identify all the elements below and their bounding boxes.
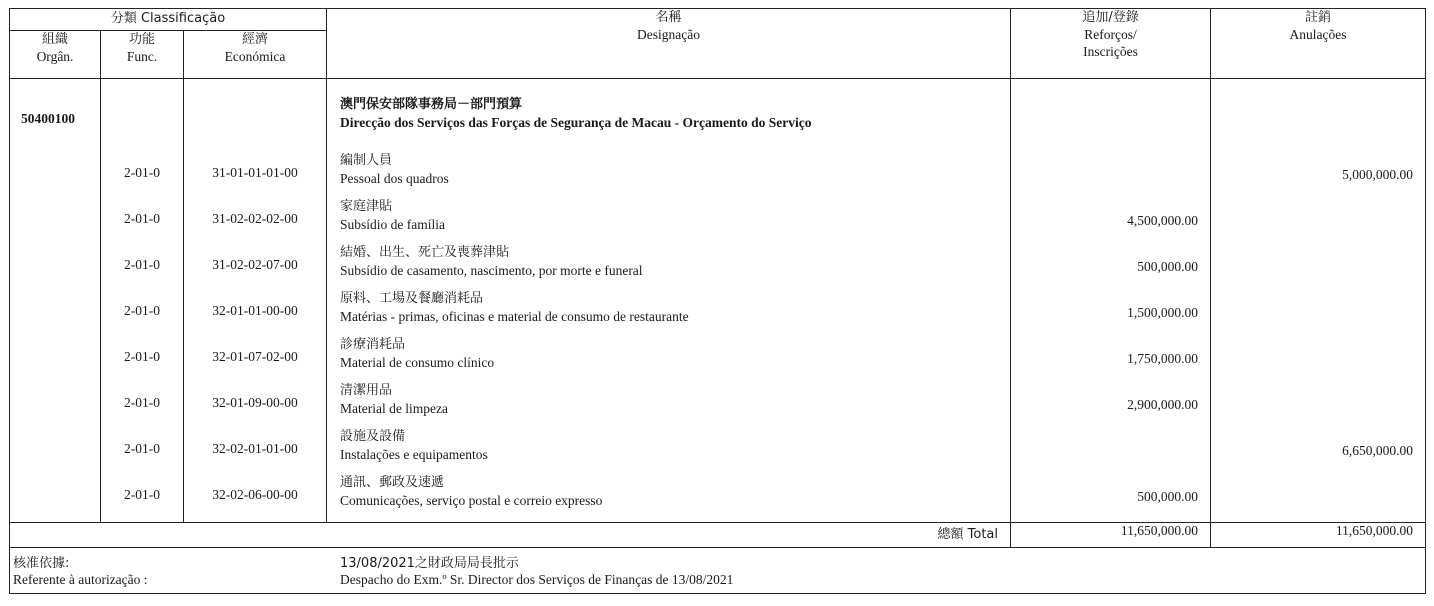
organ-code: 50400100 [21,111,75,126]
econ-code: 32-01-01-00-00 [212,303,298,318]
func-column [101,79,184,523]
item-name-pt: Material de consumo clínico [340,355,495,370]
func-code: 2-01-0 [124,211,160,226]
item-name-zh: 結婚、出生、死亡及喪葬津貼 [340,245,510,260]
annul-header: 註銷 Anulações [1211,9,1426,79]
reinforce-amount: 500,000.00 [1137,489,1199,504]
item-name-pt: Subsídio de casamento, nascimento, por morte e funeral [340,263,643,278]
department-name-pt: Direcção dos Serviços das Forças de Segurança de Macau - Orçamento do Serviço [340,115,812,130]
item-name-zh: 清潔用品 [340,383,393,398]
item-name-zh: 原料、工場及餐廳消耗品 [340,291,484,306]
total-row [10,523,1426,548]
econ-code: 31-02-02-07-00 [212,257,298,272]
item-name-zh: 家庭津貼 [340,199,393,214]
econ-code: 32-01-09-00-00 [212,395,298,410]
classification-header: 分類 Classificação [10,9,327,31]
func-header: 功能 Func. [101,31,184,79]
footer-cell [10,548,1426,594]
item-name-zh: 診療消耗品 [340,337,406,352]
reinforce-amount: 4,500,000.00 [1127,213,1199,228]
item-name-pt: Subsídio de família [340,217,446,232]
econ-code: 32-02-06-00-00 [212,487,298,502]
designation-header: 名稱 Designação [327,9,1011,79]
func-code: 2-01-0 [124,349,160,364]
item-name-zh: 通訊、郵政及速遞 [340,475,445,490]
econ-code: 32-01-07-02-00 [212,349,298,364]
func-code: 2-01-0 [124,165,160,180]
item-name-pt: Instalações e equipamentos [340,447,488,462]
reinforce-column [1011,79,1211,523]
reinforce-amount: 500,000.00 [1137,259,1199,274]
item-name-pt: Comunicações, serviço postal e correio expresso [340,493,603,508]
despatch-pt: Despacho do Exm.º Sr. Director dos Serviços de Finanças de 13/08/2021 [340,572,734,587]
econ-code: 32-02-01-01-00 [212,441,298,456]
basis-label-pt: Referente à autorização : [13,572,148,587]
item-name-pt: Matérias - primas, oficinas e material de consumo de restaurante [340,309,689,324]
total-label: 總額 Total [937,527,999,542]
total-reinforce: 11,650,000.00 [1011,523,1211,548]
econ-code: 31-01-01-01-00 [212,165,298,180]
budget-document [9,8,1425,596]
item-name-pt: Material de limpeza [340,401,448,416]
func-code: 2-01-0 [124,395,160,410]
basis-label-zh: 核准依據: [13,556,70,571]
organ-column [10,79,101,523]
econ-column [184,79,327,523]
econ-header: 經濟 Económica [184,31,327,79]
item-name-zh: 編制人員 [340,153,393,168]
total-label-cell [10,523,1011,548]
designation-column [327,79,1011,523]
reinforce-header: 追加/登錄 Reforços/ Inscrições [1011,9,1211,79]
econ-code: 31-02-02-02-00 [212,211,298,226]
organ-header: 組織 Orgân. [10,31,101,79]
func-code: 2-01-0 [124,441,160,456]
item-name-pt: Pessoal dos quadros [340,171,449,186]
func-code: 2-01-0 [124,303,160,318]
department-name-zh: 澳門保安部隊事務局－部門預算 [340,97,523,112]
item-name-zh: 設施及設備 [340,429,406,444]
reinforce-amount: 1,750,000.00 [1127,351,1199,366]
despatch-zh: 13/08/2021之財政局局長批示 [340,556,519,571]
footer-row [10,548,1426,594]
budget-table [9,8,1426,594]
annul-amount: 6,650,000.00 [1342,443,1414,458]
total-annul: 11,650,000.00 [1211,523,1426,548]
annul-amount: 5,000,000.00 [1342,167,1414,182]
reinforce-amount: 2,900,000.00 [1127,397,1199,412]
func-code: 2-01-0 [124,487,160,502]
table-body-row [10,79,1426,523]
annul-column [1211,79,1426,523]
func-code: 2-01-0 [124,257,160,272]
reinforce-amount: 1,500,000.00 [1127,305,1199,320]
